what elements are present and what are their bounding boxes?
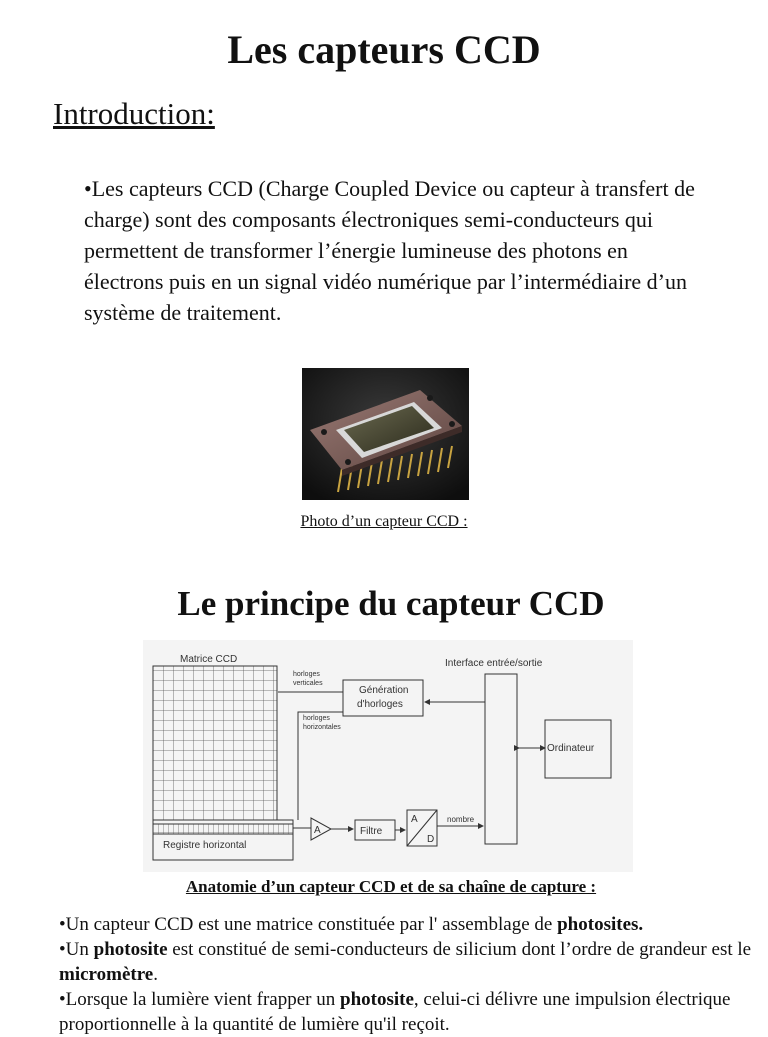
- number-label: nombre: [447, 815, 475, 824]
- vertical-clock-line2: verticales: [293, 680, 323, 687]
- register-label: Registre horizontal: [163, 840, 247, 851]
- computer-label: Ordinateur: [547, 743, 595, 754]
- bullet-2-post: .: [153, 964, 158, 985]
- page-title: Les capteurs CCD: [227, 27, 541, 72]
- bullet-list: [59, 912, 759, 1037]
- bullet-1-text: •Un capteur CCD est une matrice constituée par l' assemblage de: [59, 914, 558, 935]
- bullet-1: [59, 912, 759, 937]
- bullet-2-bold1: photosite: [93, 939, 168, 960]
- svg-text:verticales: [293, 680, 323, 687]
- ccd-chip-photo: [302, 368, 469, 500]
- diagram-caption: Anatomie d’un capteur CCD et de sa chaîne de capture :: [185, 877, 597, 896]
- bullet-2: [59, 937, 759, 987]
- intro-heading: Introduction:: [53, 96, 215, 131]
- adc-bottom-label: D: [427, 834, 435, 845]
- svg-text:horizontales: [303, 724, 341, 731]
- bullet-2-bold2: micromètre: [59, 964, 154, 985]
- intro-paragraph: •Les capteurs CCD (Charge Coupled Device ou capteur à transfert de charge) sont des composants électroniques semi-conducteurs qui permettent de transformer l’énergie lumineuse des photons en électrons puis en un signal vidéo numérique par l’intermédiaire d’un système de traitement.: [84, 176, 695, 325]
- bullet-2-mid: est constitué de semi-conducteurs de silicium dont l’ordre de grandeur est le: [167, 939, 752, 960]
- ccd-capture-chain-diagram: [143, 640, 633, 872]
- section-title: Le principe du capteur CCD: [177, 584, 605, 623]
- bullet-3-bold: photosite: [340, 989, 414, 1010]
- vertical-clock-line1: horloges: [293, 671, 320, 678]
- photo-caption: Photo d’un capteur CCD :: [300, 513, 468, 530]
- interface-label: Interface entrée/sortie: [445, 658, 543, 669]
- bullet-3-post: , celui-ci délivre une impulsion électrique proportionnelle à la quantité de lumière qu'il reçoit.: [59, 989, 731, 1035]
- horizontal-clock-line2: horizontales: [303, 724, 341, 731]
- bullet-2-text: •Un: [59, 939, 94, 960]
- adc-top-label: A: [411, 814, 418, 825]
- generation-line2: d'horloges: [357, 699, 403, 710]
- bullet-3-text: •Lorsque la lumière vient frapper un: [59, 989, 340, 1010]
- filter-label: Filtre: [360, 826, 383, 837]
- svg-text:horloges: [303, 715, 330, 722]
- svg-text:horloges: [293, 671, 320, 678]
- horizontal-clock-line1: horloges: [303, 715, 330, 722]
- bullet-1-bold: photosites.: [557, 914, 644, 935]
- bullet-3: [59, 987, 759, 1037]
- amp-label: A: [314, 825, 321, 836]
- generation-line1: Génération: [359, 685, 409, 696]
- matrix-label: Matrice CCD: [180, 654, 238, 665]
